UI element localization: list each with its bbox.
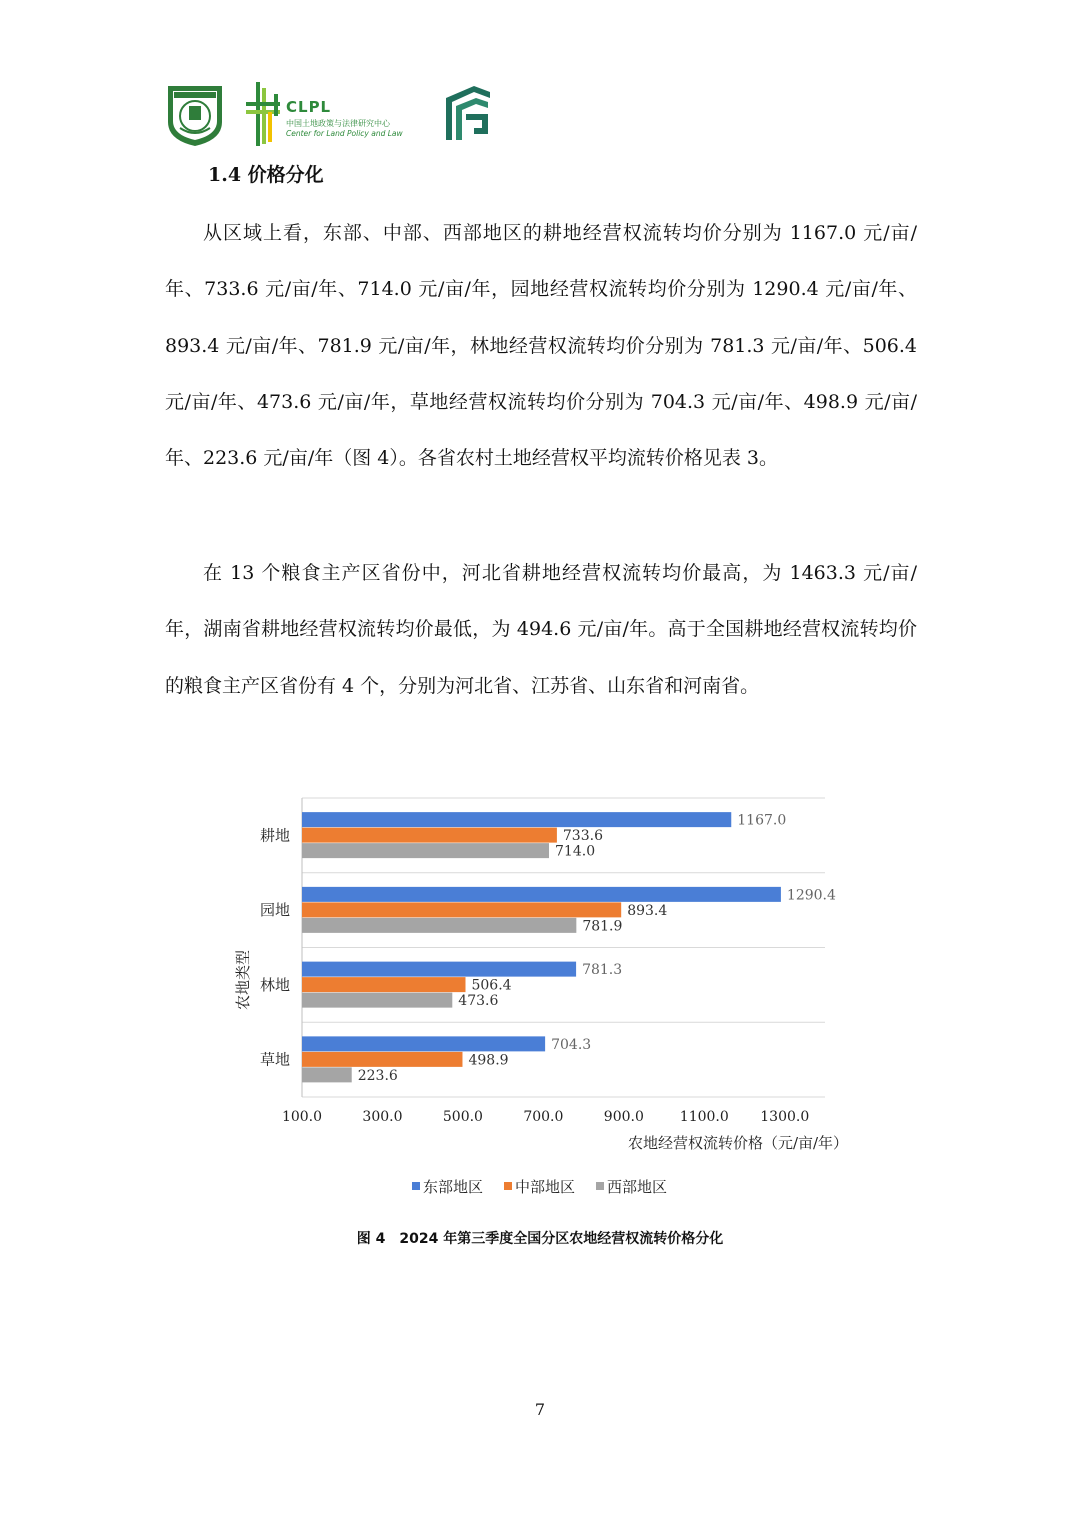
university-seal-logo: [162, 82, 228, 148]
value-label: 781.9: [582, 918, 623, 935]
value-label: 498.9: [468, 1052, 509, 1069]
x-tick-label: 900.0: [603, 1109, 644, 1125]
value-label: 1290.4: [786, 887, 836, 904]
bar-东部地区-草地: [302, 1036, 545, 1051]
x-tick-label: 100.0: [281, 1109, 323, 1125]
x-tick-label: 1300.0: [760, 1109, 810, 1125]
clpl-title: CLPL: [286, 98, 332, 116]
value-label: 506.4: [471, 977, 512, 994]
legend-label: 中部地区: [515, 1178, 576, 1196]
value-label: 781.3: [582, 962, 623, 979]
x-tick-label: 1100.0: [679, 1109, 729, 1125]
clpl-mark-icon: [244, 82, 284, 146]
value-label: 893.4: [627, 902, 668, 919]
x-tick-label: 500.0: [442, 1109, 483, 1125]
page-number: 7: [534, 1400, 546, 1419]
legend-item: [412, 1178, 483, 1196]
legend-swatch: [412, 1182, 420, 1190]
price-chart-svg: [230, 790, 870, 1210]
x-axis-title: 农地经营权流转价格（元/亩/年）: [627, 1134, 849, 1152]
price-chart: [230, 790, 870, 1210]
x-tick-label: 300.0: [362, 1109, 403, 1125]
legend-swatch: [596, 1182, 604, 1190]
bar-西部地区-草地: [302, 1067, 352, 1082]
bar-西部地区-林地: [302, 993, 452, 1008]
clpl-logo: [244, 82, 424, 146]
category-label: 林地: [259, 975, 290, 994]
clpl-english-name: Center for Land Policy and Law: [286, 129, 403, 138]
value-label: 704.3: [551, 1036, 592, 1053]
value-label: 714.0: [555, 843, 596, 860]
legend-swatch: [504, 1182, 512, 1190]
clpl-chinese-name: 中国土地政策与法律研究中心: [286, 119, 390, 128]
legend-label: 东部地区: [423, 1178, 484, 1196]
header-logos: [162, 78, 502, 148]
paragraph-regional-prices: 从区域上看，东部、中部、西部地区的耕地经营权流转均价分别为 1167.0 元/亩/年、733.6 元/亩/年、714.0 元/亩/年，园地经营权流转均价分别为 1290.4 元/亩/年、893.4 元/亩/年、781.9 元/亩/年，林地经营权流转均价分别为 781.3 元/亩/年、506.4 元/亩/年、473.6 元/亩/年，草地经营权流转均价分别为 704.3 元/亩/年、498.9 元/亩/年、223.6 元/亩/年（图 4）。各省农村土地经营权平均流转价格见表 3。: [165, 222, 917, 470]
section-title: 1.4 价格分化: [208, 164, 324, 186]
institute-logo: [444, 84, 492, 142]
value-label: 733.6: [562, 828, 603, 845]
value-label: 223.6: [357, 1067, 398, 1084]
value-label: 473.6: [458, 993, 499, 1010]
category-label: 园地: [259, 901, 290, 920]
legend-item: [596, 1178, 667, 1196]
bar-西部地区-耕地: [302, 843, 549, 858]
bar-东部地区-林地: [302, 962, 576, 977]
figure-caption: 图 4 2024 年第三季度全国分区农地经营权流转价格分化: [356, 1231, 724, 1247]
bar-中部地区-草地: [302, 1052, 462, 1067]
bar-西部地区-园地: [302, 918, 576, 933]
y-axis-title: 农地类型: [234, 949, 252, 1011]
legend-item: [504, 1178, 575, 1196]
value-label: 1167.0: [737, 812, 787, 829]
bar-东部地区-园地: [302, 887, 781, 902]
x-tick-label: 700.0: [523, 1109, 564, 1125]
bar-中部地区-园地: [302, 902, 621, 917]
category-label: 草地: [259, 1050, 290, 1069]
legend-label: 西部地区: [607, 1178, 668, 1196]
bar-东部地区-耕地: [302, 812, 731, 827]
paragraph-grain-provinces: 在 13 个粮食主产区省份中，河北省耕地经营权流转均价最高，为 1463.3 元/亩/年，湖南省耕地经营权流转均价最低，为 494.6 元/亩/年。高于全国耕地经营权流转均价的粮食主产区省份有 4 个，分别为河北省、江苏省、山东省和河南省。: [165, 562, 917, 697]
bar-中部地区-耕地: [302, 828, 557, 843]
category-label: 耕地: [259, 826, 290, 845]
bar-中部地区-林地: [302, 977, 465, 992]
